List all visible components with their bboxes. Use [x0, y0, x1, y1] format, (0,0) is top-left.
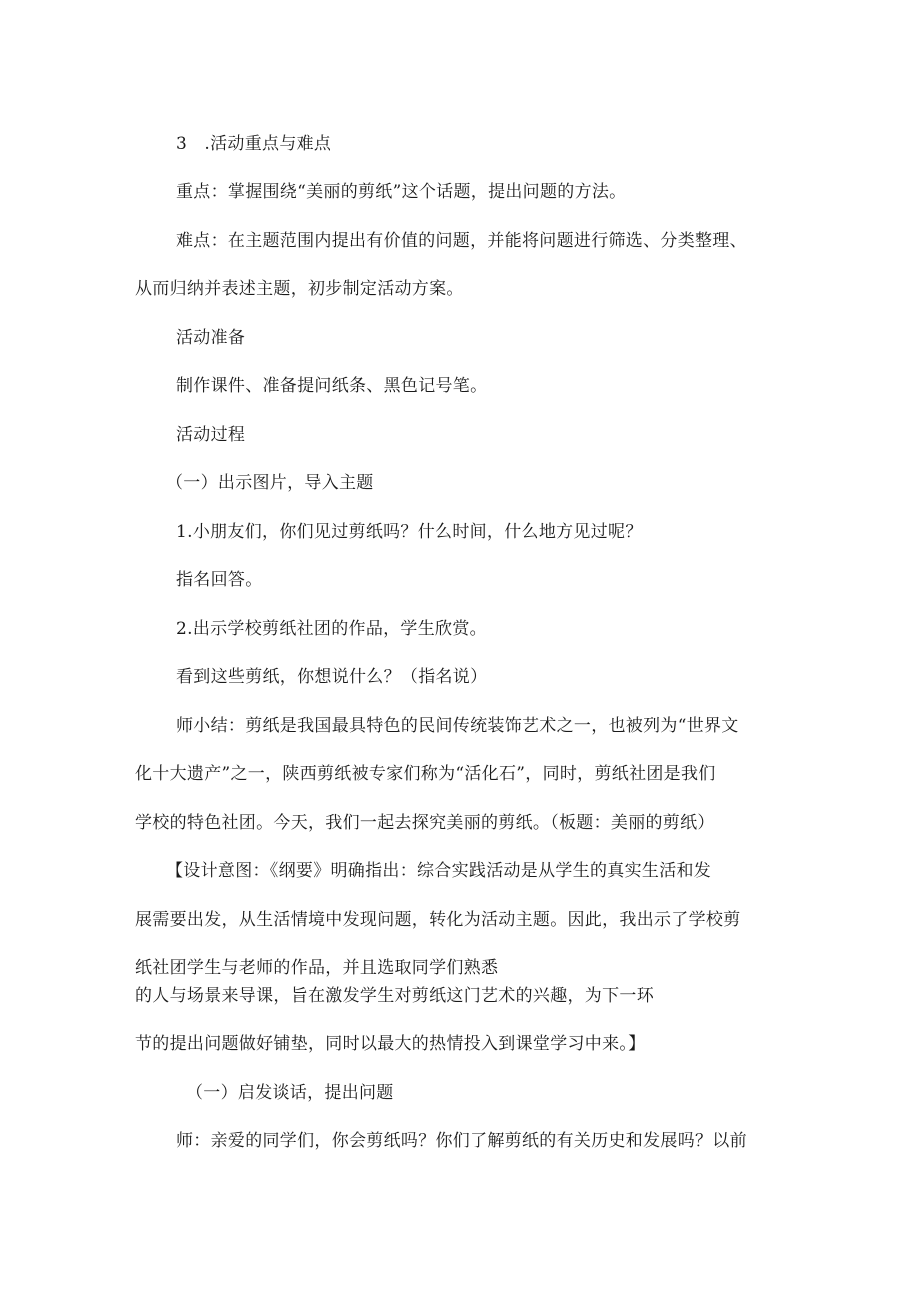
paragraph-summary-cont-2: 学校的特色社团。今天，我们一起去探究美丽的剪纸。（板题：美丽的剪纸） — [135, 813, 715, 833]
heading-activity-prep: 活动准备 — [176, 328, 246, 348]
paragraph-difficulty-cont: 从而归纳并表述主题，初步制定活动方案。 — [135, 279, 464, 299]
paragraph-teacher: 师：亲爱的同学们，你会剪纸吗？你们了解剪纸的有关历史和发展吗？以前 — [176, 1131, 747, 1151]
heading-activity-process: 活动过程 — [176, 425, 246, 445]
paragraph-difficulty: 难点：在主题范围内提出有价值的问题，并能将问题进行筛选、分类整理、 — [176, 231, 747, 251]
paragraph-question: 看到这些剪纸，你想说什么？（指名说） — [176, 667, 488, 687]
paragraph-design-intent-cont-1: 展需要出发，从生活情境中发现问题，转化为活动主题。因此，我出示了学校剪 — [135, 910, 741, 930]
list-item-2: 2.出示学校剪纸社团的作品，学生欣赏。 — [176, 619, 487, 639]
subheading-part-two: （一）启发谈话，提出问题 — [186, 1083, 394, 1103]
paragraph-design-intent-cont-2: 纸社团学生与老师的作品，并且选取同学们熟悉 — [135, 958, 499, 978]
paragraph-summary-cont-1: 化十大遗产”之一，陕西剪纸被专家们称为“活化石”，同时，剪纸社团是我们 — [135, 764, 716, 784]
paragraph-summary: 师小结：剪纸是我国最具特色的民间传统装饰艺术之一，也被列为“世界文 — [176, 716, 739, 736]
paragraph-design-intent-cont-4: 节的提出问题做好铺垫，同时以最大的热情投入到课堂学习中来。】 — [135, 1034, 646, 1054]
paragraph-design-intent: 【设计意图：《纲要》明确指出：综合实践活动是从学生的真实生活和发 — [166, 861, 712, 881]
paragraph-prep: 制作课件、准备提问纸条、黑色记号笔。 — [176, 376, 488, 396]
paragraph-design-intent-cont-3: 的人与场景来导课，旨在激发学生对剪纸这门艺术的兴趣，为下一环 — [135, 986, 654, 1006]
paragraph-key-point: 重点：掌握围绕“美丽的剪纸”这个话题，提出问题的方法。 — [176, 182, 627, 202]
paragraph-answer: 指名回答。 — [176, 570, 263, 590]
section-heading: 3 .活动重点与难点 — [176, 134, 332, 154]
subheading-part-one: （一）出示图片，导入主题 — [166, 473, 374, 493]
list-item-1: 1.小朋友们，你们见过剪纸吗？什么时间，什么地方见过呢？ — [176, 522, 643, 542]
